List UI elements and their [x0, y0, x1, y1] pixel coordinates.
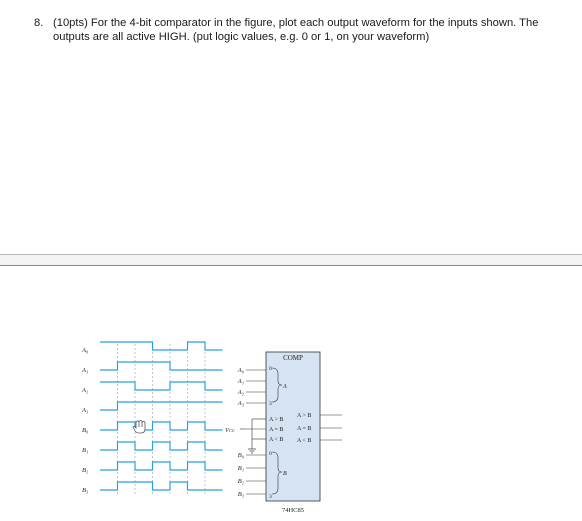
comparator-figure [80, 338, 350, 516]
signal-labels [81, 347, 89, 494]
signal-label: B₁ [82, 447, 89, 454]
pin-label: A₁ [237, 378, 244, 385]
output-eq-label: A = B [297, 426, 312, 432]
signal-waveform [100, 382, 223, 390]
pin-label: B₁ [237, 465, 244, 472]
b-bit-high: 3 [269, 494, 272, 500]
question-text: (10pts) For the 4-bit comparator in the figure, plot each output waveform for the inputs shown. The outputs are all active HIGH. (put logic values, e.g. 0 or 1, on your waveform) [53, 17, 539, 43]
signal-label: B₃ [82, 487, 89, 494]
group-a-label: A [283, 384, 287, 390]
signal-label: B₀ [82, 427, 89, 434]
signal-label: A₂ [82, 387, 89, 394]
b-bit-low: 0 [269, 451, 272, 457]
chip-title: COMP [283, 354, 303, 362]
signal-label: A₁ [82, 367, 89, 374]
signal-waveform [100, 482, 223, 490]
pin-label: B₂ [237, 478, 244, 485]
signal-waveform [100, 342, 223, 350]
signal-waveforms [100, 342, 223, 490]
timing-gridlines [118, 344, 206, 494]
output-lt-label: A < B [297, 438, 312, 444]
chip-pins [237, 367, 266, 498]
vcc-label: VCC [225, 427, 235, 434]
signal-waveform [100, 362, 223, 370]
cascade-in-gt: A > B [269, 417, 284, 423]
signal-label: A₀ [82, 347, 89, 354]
section-divider [0, 254, 582, 266]
pin-label: A₂ [237, 389, 244, 396]
chip-part-number: 74HC85 [281, 507, 305, 514]
cascade-in-eq: A = B [269, 427, 284, 433]
a-bit-high: 3 [269, 401, 272, 407]
pin-label: B₀ [237, 452, 244, 459]
group-b-label: B [283, 471, 287, 477]
output-gt-label: A > B [297, 413, 312, 419]
signal-waveform [100, 402, 223, 410]
signal-label: A₃ [82, 407, 89, 414]
signal-waveform [100, 422, 223, 430]
a-bit-low: 0 [269, 366, 272, 372]
timing-diagram [81, 342, 223, 494]
signal-waveform [100, 462, 223, 470]
comparator-chip [225, 352, 342, 514]
signal-label: B₂ [82, 467, 89, 474]
question-number: 8. [34, 17, 44, 29]
signal-waveform [100, 442, 223, 450]
cascade-in-lt: A < B [269, 437, 284, 443]
pin-label: A₃ [237, 400, 244, 407]
ground-symbol [248, 449, 256, 453]
pin-label: A₀ [237, 367, 244, 374]
pin-label: B₃ [237, 491, 244, 498]
